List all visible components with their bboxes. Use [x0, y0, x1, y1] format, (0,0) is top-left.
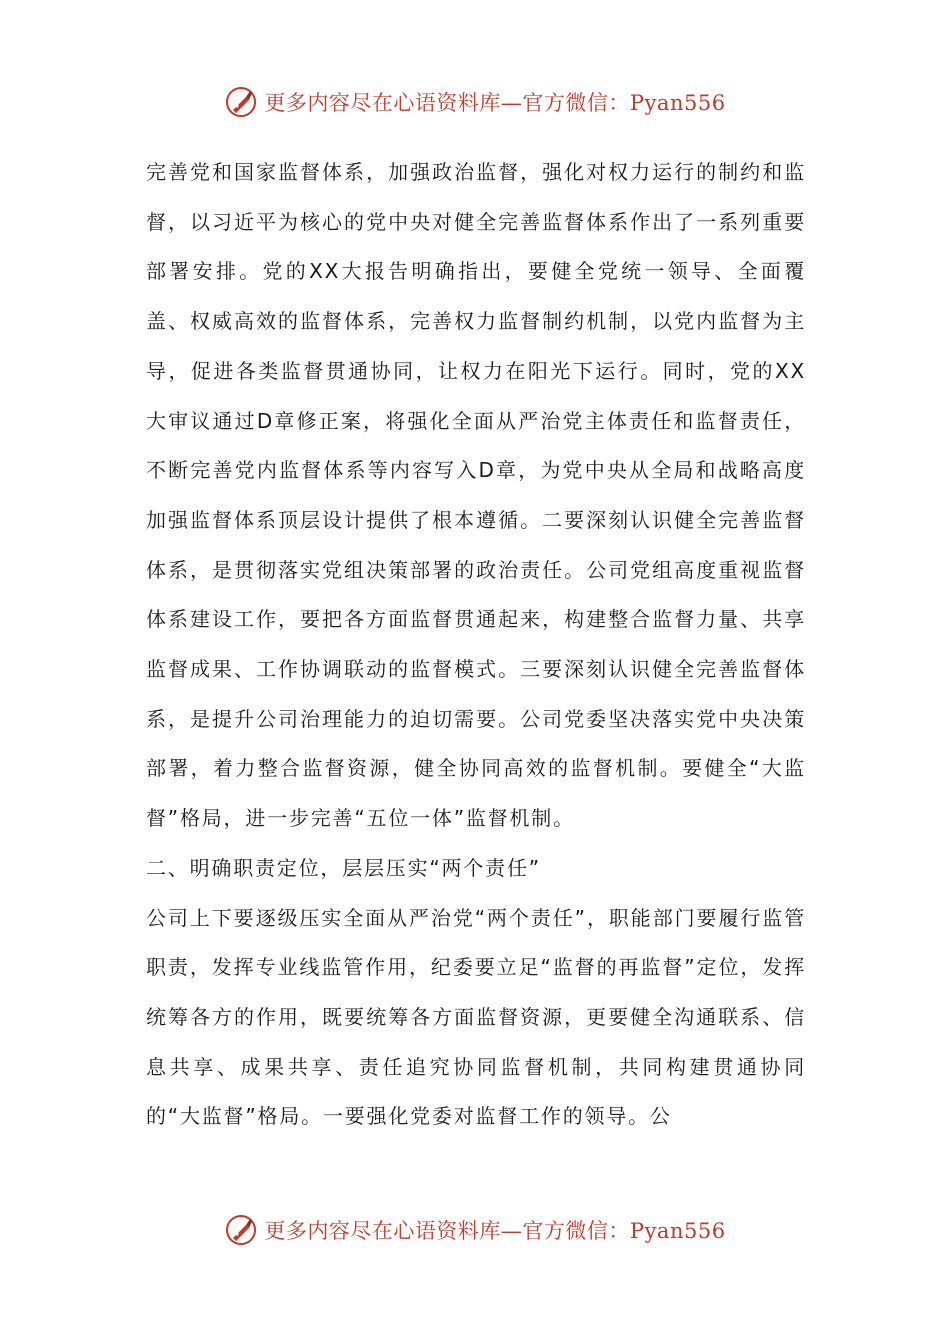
pen-nib-logo-icon — [224, 1213, 258, 1247]
footer-banner — [0, 1210, 950, 1250]
document-body — [146, 148, 806, 1142]
header-banner — [0, 82, 950, 122]
banner-text: 更多内容尽在心语资料库—官方微信：Pyan556 — [264, 1219, 726, 1243]
pen-nib-logo-icon — [224, 85, 258, 119]
body-paragraph: 公司上下要逐级压实全面从严治党“两个责任”，职能部门要履行监管职责，发挥专业线监管作用，纪委要立足“监督的再监督”定位，发挥统筹各方的作用，既要统筹各方面监督资源，更要健全沟通联系、信息共享、成果共享、责任追究协同监督机制，共同构建贯通协同的“大监督”格局。一要强化党委对监督工作的领导。公 — [146, 905, 806, 1129]
banner-text: 更多内容尽在心语资料库—官方微信：Pyan556 — [264, 91, 726, 115]
body-paragraph: 完善党和国家监督体系，加强政治监督，强化对权力运行的制约和监督，以习近平为核心的党中央对健全完善监督体系作出了一系列重要部署安排。党的XX大报告明确指出，要健全党统一领导、全面覆盖、权威高效的监督体系，完善权力监督制约机制，以党内监督为主导，促进各类监督贯通协同，让权力在阳光下运行。同时，党的XX大审议通过D章修正案，将强化全面从严治党主体责任和监督责任，不断完善党内监督体系等内容写入D章，为党中央从全局和战略高度加强监督体系顶层设计提供了根本遵循。二要深刻认识健全完善监督体系，是贯彻落实党组决策部署的政治责任。公司党组高度重视监督体系建设工作，要把各方面监督贯通起来，构建整合监督力量、共享监督成果、工作协调联动的监督模式。三要深刻认识健全完善监督体系，是提升公司治理能力的迫切需要。公司党委坚决落实党中央决策部署，着力整合监督资源，健全协同高效的监督机制。要健全“大监督”格局，进一步完善“五位一体”监督机制。 — [146, 160, 806, 831]
section-heading: 二、明确职责定位，层层压实“两个责任” — [146, 855, 541, 880]
